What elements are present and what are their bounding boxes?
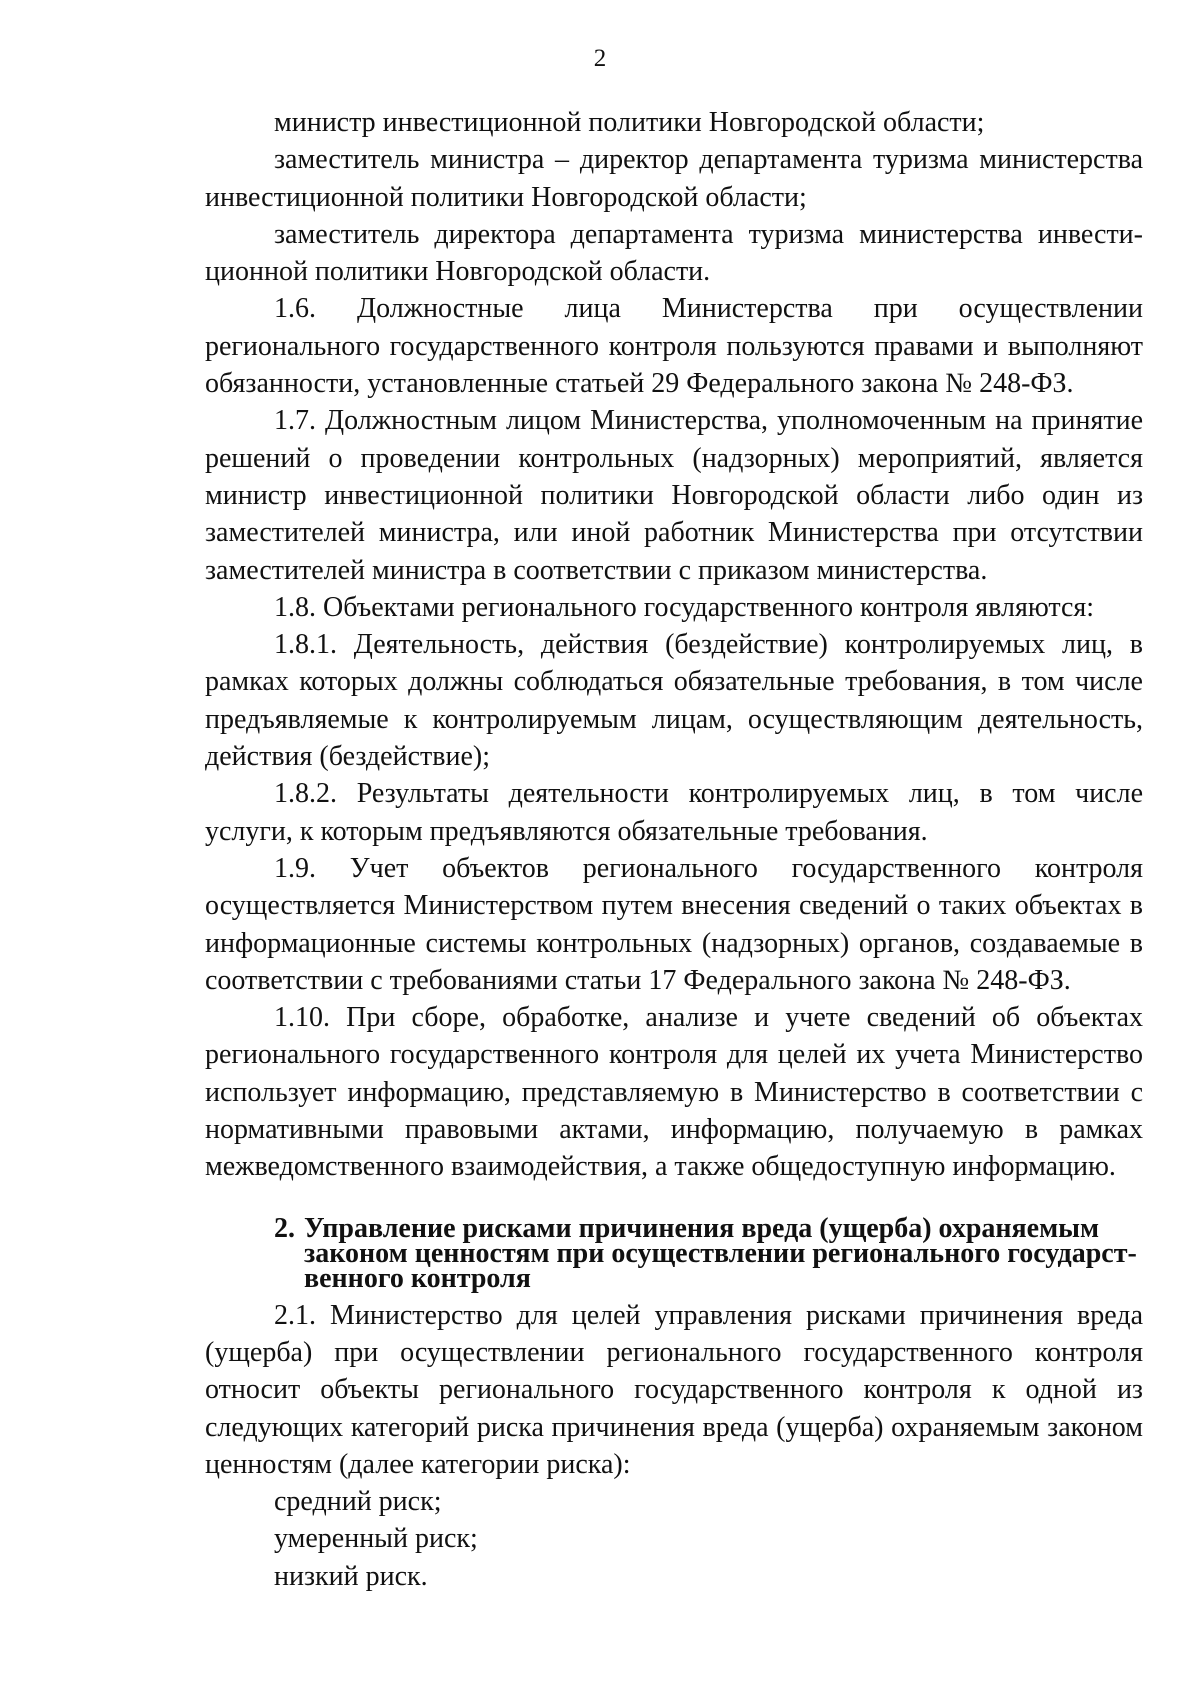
section-2-number: 2. bbox=[274, 1212, 295, 1244]
paragraph-1-10: 1.10. При сборе, обработке, анализе и учете сведений об объектах регионального государственного контроля для целей их учета Министерство использует информацию, представляемую в Министерство в соответствии с нормативными правовыми актами, информацию, получаемую в рамках межведомственного взаимодействия, а также общедоступную информацию. bbox=[205, 1002, 1143, 1183]
paragraph-1-7: 1.7. Должностным лицом Министерства, уполномоченным на принятие решений о проведении контрольных (надзорных) мероприятий, является министр инвестиционной политики Новгородской области либо один из заместителей министра, или иной работник Министерства при отсутствии заместителей министра в соответствии с приказом министерства. bbox=[205, 405, 1143, 586]
paragraph-1-8-2: 1.8.2. Результаты деятельности контролируемых лиц, в том числе услуги, к которым предъявляются обязательные требования. bbox=[205, 778, 1143, 847]
paragraph-1-8: 1.8. Объектами регионального государственного контроля являются: bbox=[274, 591, 1095, 623]
paragraph-minister: министр инвестиционной политики Новгородской области; bbox=[274, 107, 985, 138]
risk-level-low: низкий риск. bbox=[274, 1560, 428, 1592]
section-2-heading bbox=[205, 1212, 1143, 1294]
paragraph-1-9: 1.9. Учет объектов регионального государственного контроля осуществляется Министерством путем внесения сведений о таких объектах в информационные системы контрольных (надзорных) органов, создаваемые в соответствии с требованиями статьи 17 Федерального закона № 248-ФЗ. bbox=[205, 852, 1143, 996]
risk-level-medium: средний риск; bbox=[274, 1486, 442, 1518]
paragraph-1-8-1: 1.8.1. Деятельность, действия (бездействие) контролируемых лиц, в рамках которых должны соблюдаться обязательные требования, в том числе предъявляемые к контролируемым лицам, осуществляющим деятельность, действия (бездействие); bbox=[205, 629, 1143, 773]
document-body bbox=[205, 104, 1143, 1595]
paragraph-1-6: 1.6. Должностные лица Министерства при осуществлении регионального государственного контроля пользуются правами и выполняют обязанности, установленные статьей 29 Федерального закона № 248-ФЗ. bbox=[205, 293, 1143, 400]
risk-level-moderate: умеренный риск; bbox=[274, 1523, 478, 1555]
section-2-title-line-3: венного контроля bbox=[304, 1262, 531, 1294]
paragraph-deputy-minister: заместитель министра – директор департамента туризма министерства инвестиционной политики Новгородской области; bbox=[205, 144, 1143, 213]
section-2-title-line-2: законом ценностям при осуществлении регионального государст- bbox=[304, 1237, 1137, 1269]
paragraph-2-1: 2.1. Министерство для целей управления рисками причинения вреда (ущерба) при осуществлении регионального государственного контроля относит объекты регионального государственного контроля к одной из следующих категорий риска причинения вреда (ущерба) охраняемым законом ценностям (далее категории риска): bbox=[205, 1299, 1143, 1480]
page-number: 2 bbox=[593, 45, 607, 72]
paragraph-deputy-director: заместитель директора департамента туризма министерства инвестиционной политики Новгородской области. bbox=[205, 218, 1143, 288]
section-2-title-line-1: Управление рисками причинения вреда (ущерба) охраняемым bbox=[304, 1212, 1100, 1244]
